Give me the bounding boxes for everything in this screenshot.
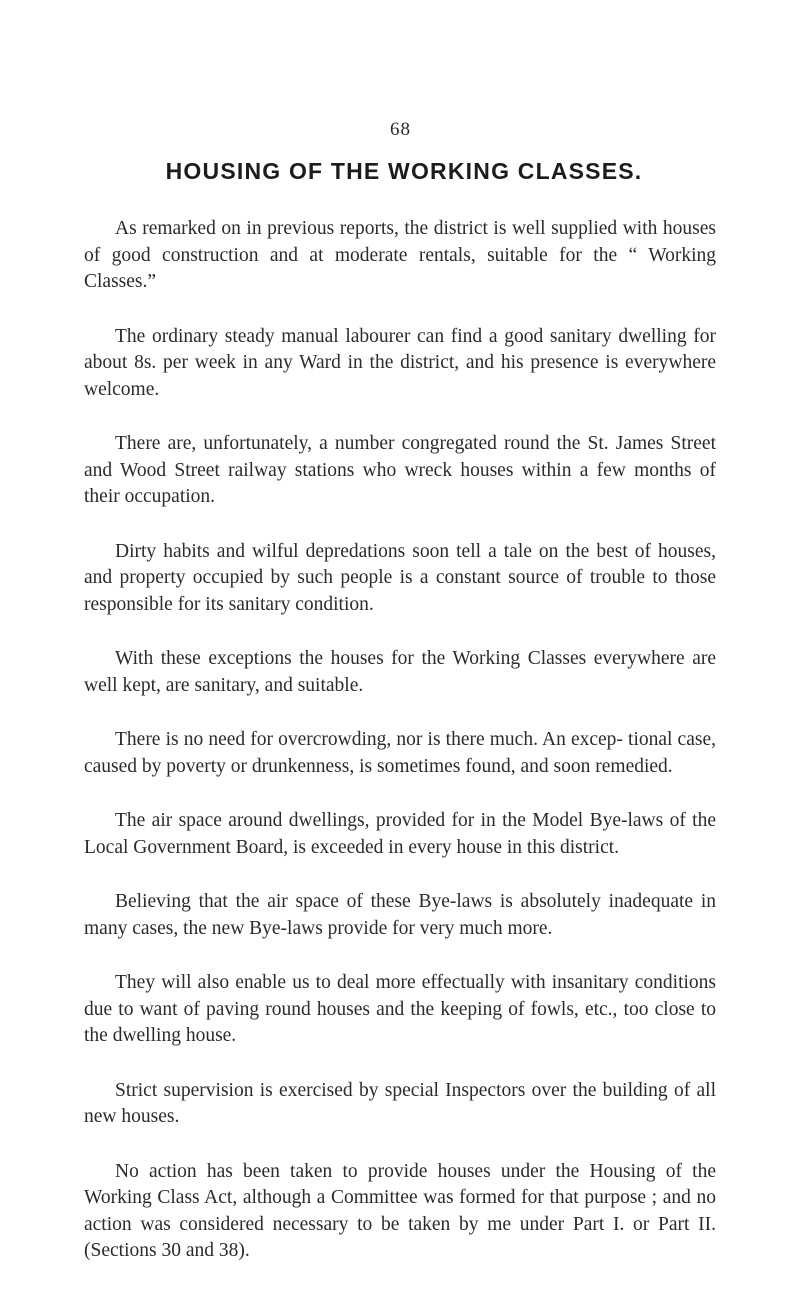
paragraph: There are, unfortunately, a number congregated round the St. James Street and Wood Street railway stations who wreck houses within a few months of their occupation. [84,433,716,507]
paragraph: They will also enable us to deal more effectually with insanitary conditions due to want of paving round houses and the keeping of fowls, etc., too close to the dwelling house. [84,972,716,1046]
paragraph: Strict supervision is exercised by special Inspectors over the building of all new houses. [84,1079,716,1127]
body-text [84,216,716,1293]
paragraph: There is no need for overcrowding, nor is there much. An excep- tional case, caused by poverty or drunkenness, is sometimes found, and soon remedied. [84,729,716,777]
paragraph: With these exceptions the houses for the Working Classes everywhere are well kept, are sanitary, and suitable. [84,648,716,696]
paragraph: The ordinary steady manual labourer can find a good sanitary dwelling for about 8s. per week in any Ward in the district, and his presence is everywhere welcome. [84,325,716,400]
page-number: 68 [390,119,411,140]
paragraph: Dirty habits and wilful depredations soon tell a tale on the best of houses, and property occupied by such people is a constant source of trouble to those responsible for its sanitary condition. [84,540,716,615]
paragraph: No action has been taken to provide houses under the Housing of the Working Class Act, although a Committee was formed for that purpose ; and no action was considered necessary to be taken by me under Part I. or Part II. (Sections 30 and 38). [84,1160,716,1261]
paragraph: As remarked on in previous reports, the district is well supplied with houses of good construction and at moderate rentals, suitable for the “ Working Classes.” [84,218,716,292]
page-title: HOUSING OF THE WORKING CLASSES. [165,158,643,184]
paragraph: The air space around dwellings, provided for in the Model Bye-laws of the Local Government Board, is exceeded in every house in this district. [84,810,716,858]
paragraph: Believing that the air space of these Bye-laws is absolutely inadequate in many cases, the new Bye-laws provide for very much more. [84,891,716,939]
